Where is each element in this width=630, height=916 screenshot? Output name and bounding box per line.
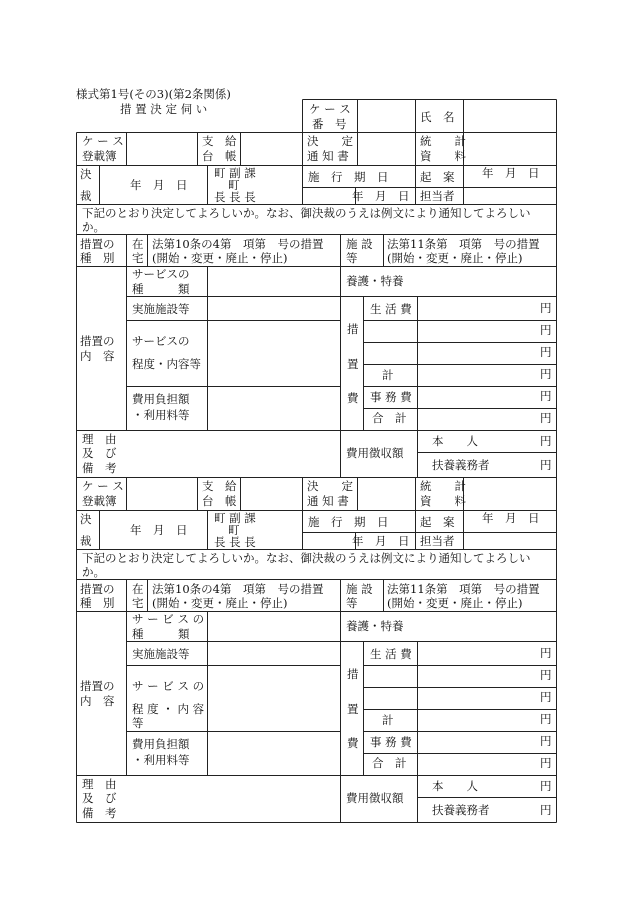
decision-notice-label: 通 知 書 <box>307 149 349 163</box>
cost-collection-label: 費用徴収額 <box>346 791 404 805</box>
living-cost-label: 生 活 費 <box>370 302 412 316</box>
chief-labels: 町 <box>228 523 240 537</box>
effective-date-value: 年 月 日 <box>352 534 410 548</box>
implementing-facility-label: 実施施設等 <box>132 302 190 316</box>
article11-text: 法第11条第 項第 号の措置 <box>387 582 540 596</box>
remarks-label: 及 び <box>82 446 117 460</box>
measure-cost-label: 費 <box>347 391 359 405</box>
payment-ledger-label: 台 帳 <box>202 149 237 163</box>
remarks-label: 理 由 <box>82 432 117 446</box>
draft-label: 起 案 <box>420 170 455 184</box>
decision-notice-label: 決 定 <box>307 479 353 493</box>
person-in-charge-label: 担当者 <box>420 534 455 548</box>
remarks-label: 及 び <box>82 791 117 805</box>
home-label: 在 宅 <box>132 237 144 266</box>
article10-text: (開始・変更・廃止・停止) <box>152 596 288 610</box>
statistics-label: 統 計 <box>420 479 466 493</box>
statistics-label: 資 料 <box>420 149 466 163</box>
measure-cost-label: 置 <box>347 357 359 371</box>
service-type-label: サービスの <box>132 267 190 281</box>
living-cost-label: 生 活 費 <box>370 647 412 661</box>
yen-unit: 円 <box>540 434 552 448</box>
implementing-facility-label: 実施施設等 <box>132 647 190 661</box>
decision-notice-label: 決 定 <box>307 134 353 148</box>
subtotal-label: 計 <box>382 713 394 727</box>
supporter-label: 扶養義務者 <box>432 458 490 472</box>
cost-label: 費用負担額 <box>132 737 190 751</box>
cost-label: ・利用料等 <box>132 408 190 422</box>
draft-label: 起 案 <box>420 515 455 529</box>
cost-label: ・利用料等 <box>132 753 190 767</box>
principal-label: 本 人 <box>432 434 478 448</box>
article11-text: (開始・変更・廃止・停止) <box>387 596 523 610</box>
case-register-label: ケ ー ス <box>82 479 124 493</box>
remarks-label: 備 考 <box>82 461 117 475</box>
approval-label: 決 <box>80 512 92 526</box>
service-degree-label: サービスの <box>132 334 190 348</box>
approval-date: 年 月 日 <box>130 523 188 537</box>
service-type-label: 種 類 <box>132 282 190 296</box>
yen-unit: 円 <box>540 779 552 793</box>
yen-unit: 円 <box>540 323 552 337</box>
article10-text: 法第10条の4第 項第 号の措置 <box>152 237 324 251</box>
chief-labels: 長 長 長 <box>214 190 256 204</box>
case-register-label: 登載簿 <box>82 149 117 163</box>
remarks-label: 理 由 <box>82 777 117 791</box>
measure-content-label: 措置の <box>80 679 115 693</box>
effective-date-label: 施 行 期 日 <box>308 170 389 184</box>
remarks-label: 備 考 <box>82 806 117 820</box>
measure-cost-label: 措 <box>347 667 359 681</box>
case-register-label: ケ ー ス <box>82 134 124 148</box>
yen-unit: 円 <box>540 301 552 315</box>
service-type-label: 種 類 <box>132 627 190 641</box>
facility-label: 施 設 等 <box>346 582 373 611</box>
service-degree-label: 程度・内容等 <box>132 357 201 371</box>
measure-cost-label: 措 <box>347 322 359 336</box>
case-register-label: 登載簿 <box>82 494 117 508</box>
home-label: 在 宅 <box>132 582 144 611</box>
form-title: 措 置 決 定 伺 い <box>120 102 208 116</box>
article11-text: 法第11条第 項第 号の措置 <box>387 237 540 251</box>
effective-date-label: 施 行 期 日 <box>308 515 389 529</box>
article11-text: (開始・変更・廃止・停止) <box>387 251 523 265</box>
case-number-label: ケ ー ス <box>309 102 351 116</box>
article10-text: 法第10条の4第 項第 号の措置 <box>152 582 324 596</box>
yen-unit: 円 <box>540 803 552 817</box>
office-cost-label: 事 務 費 <box>370 735 412 749</box>
subtotal-label: 計 <box>382 368 394 382</box>
chief-labels: 町 副 課 <box>214 511 256 525</box>
yen-unit: 円 <box>540 668 552 682</box>
approval-label: 決 <box>80 167 92 181</box>
service-degree-label: サ ー ビ ス の <box>132 679 205 693</box>
person-in-charge-label: 担当者 <box>420 189 455 203</box>
measure-cost-label: 費 <box>347 736 359 750</box>
measure-content-label: 内 容 <box>80 349 115 363</box>
draft-date: 年 月 日 <box>482 166 540 180</box>
total-label: 合 計 <box>372 411 407 425</box>
measure-type-label: 措置の <box>80 582 115 596</box>
nursing-care-label: 養護・特養 <box>346 619 404 633</box>
yen-unit: 円 <box>540 646 552 660</box>
cost-collection-label: 費用徴収額 <box>346 446 404 460</box>
yen-unit: 円 <box>540 712 552 726</box>
yen-unit: 円 <box>540 458 552 472</box>
case-number-label: 番 号 <box>312 117 347 131</box>
yen-unit: 円 <box>540 734 552 748</box>
statistics-label: 統 計 <box>420 134 466 148</box>
service-type-label: サ ー ビ ス の <box>132 612 205 626</box>
article10-text: (開始・変更・廃止・停止) <box>152 251 288 265</box>
measure-type-label: 種 別 <box>80 251 115 265</box>
chief-labels: 長 長 長 <box>214 535 256 549</box>
statistics-label: 資 料 <box>420 494 466 508</box>
total-label: 合 計 <box>372 756 407 770</box>
form-code: 様式第1号(その3)(第2条関係) <box>76 87 231 101</box>
yen-unit: 円 <box>540 367 552 381</box>
approval-label: 裁 <box>80 189 92 203</box>
service-degree-label: 程 度 ・ 内 容 等 <box>132 702 205 731</box>
statement-text: 下記のとおり決定してよろしいか。なお、御決裁のうえは例文により通知してよろしいか。 <box>82 206 531 235</box>
chief-labels: 町 副 課 <box>214 166 256 180</box>
office-cost-label: 事 務 費 <box>370 390 412 404</box>
approval-date: 年 月 日 <box>130 178 188 192</box>
measure-content-label: 内 容 <box>80 694 115 708</box>
approval-label: 裁 <box>80 534 92 548</box>
draft-date: 年 月 日 <box>482 511 540 525</box>
decision-notice-label: 通 知 書 <box>307 494 349 508</box>
payment-ledger-label: 支 給 <box>202 134 237 148</box>
yen-unit: 円 <box>540 756 552 770</box>
principal-label: 本 人 <box>432 779 478 793</box>
measure-content-label: 措置の <box>80 334 115 348</box>
yen-unit: 円 <box>540 411 552 425</box>
yen-unit: 円 <box>540 690 552 704</box>
supporter-label: 扶養義務者 <box>432 803 490 817</box>
measure-cost-label: 置 <box>347 702 359 716</box>
payment-ledger-label: 台 帳 <box>202 494 237 508</box>
payment-ledger-label: 支 給 <box>202 479 237 493</box>
effective-date-value: 年 月 日 <box>352 189 410 203</box>
yen-unit: 円 <box>540 345 552 359</box>
statement-text: 下記のとおり決定してよろしいか。なお、御決裁のうえは例文により通知してよろしいか。 <box>82 551 531 580</box>
measure-type-label: 措置の <box>80 237 115 251</box>
facility-label: 施 設 等 <box>346 237 373 266</box>
cost-label: 費用負担額 <box>132 392 190 406</box>
nursing-care-label: 養護・特養 <box>346 274 404 288</box>
name-label: 氏 名 <box>420 110 455 124</box>
yen-unit: 円 <box>540 389 552 403</box>
measure-type-label: 種 別 <box>80 596 115 610</box>
chief-labels: 町 <box>228 178 240 192</box>
